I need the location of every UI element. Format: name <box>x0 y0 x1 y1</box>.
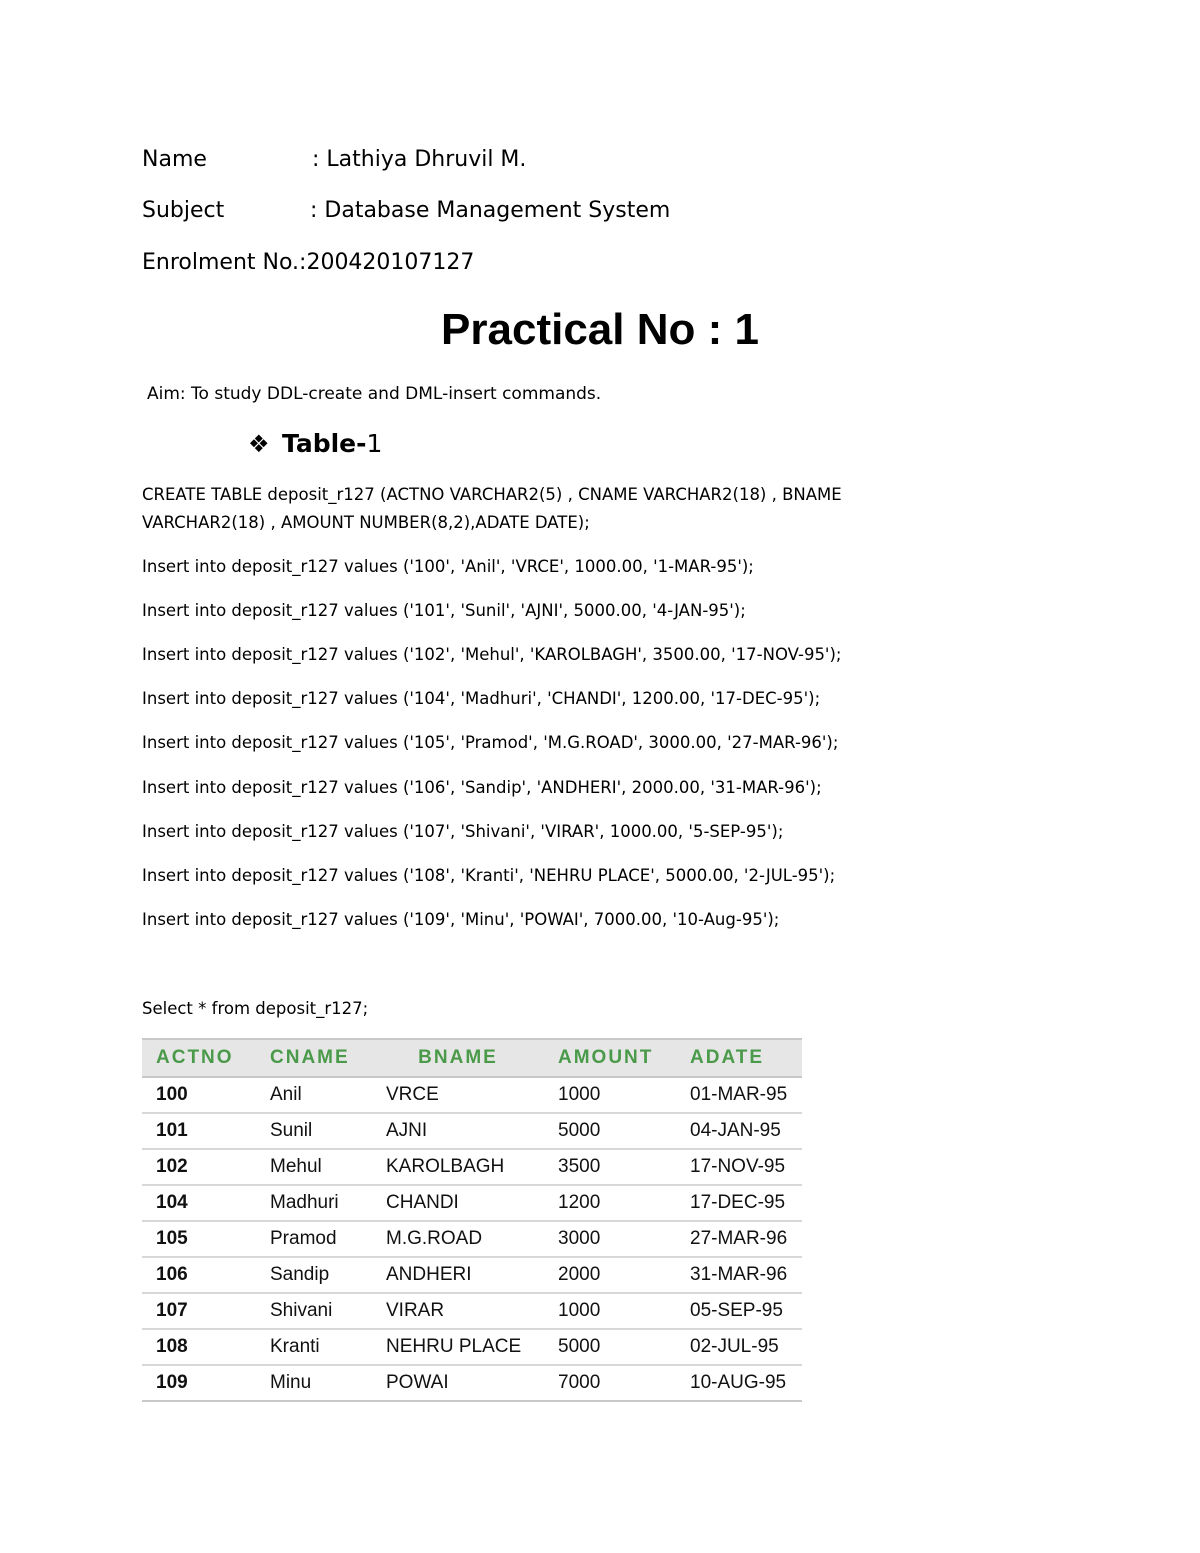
cell-adate: 17-NOV-95 <box>676 1149 802 1185</box>
name-value: : Lathiya Dhruvil M. <box>312 147 527 172</box>
column-header-bname: BNAME <box>372 1039 544 1077</box>
cell-adate: 02-JUL-95 <box>676 1329 802 1365</box>
insert-statement: Insert into deposit_r127 values ('109', 'Minu', 'POWAI', 7000.00, '10-Aug-95'); <box>142 910 780 929</box>
cell-amount: 1000 <box>544 1293 676 1329</box>
table-row <box>142 1185 802 1221</box>
cell-actno: 104 <box>142 1185 256 1221</box>
cell-actno: 107 <box>142 1293 256 1329</box>
section-heading-bold: Table- <box>282 429 367 458</box>
cell-cname: Shivani <box>256 1293 372 1329</box>
cell-adate: 05-SEP-95 <box>676 1293 802 1329</box>
cell-actno: 101 <box>142 1113 256 1149</box>
cell-amount: 2000 <box>544 1257 676 1293</box>
cell-amount: 1200 <box>544 1185 676 1221</box>
result-table-header-row <box>142 1039 802 1077</box>
diamond-bullet-icon: ❖ <box>248 430 270 458</box>
aim-text: Aim: To study DDL-create and DML-insert commands. <box>147 384 602 404</box>
cell-actno: 102 <box>142 1149 256 1185</box>
enrolment-label: Enrolment No. <box>142 250 300 275</box>
insert-statement: Insert into deposit_r127 values ('101', 'Sunil', 'AJNI', 5000.00, '4-JAN-95'); <box>142 601 746 620</box>
cell-adate: 01-MAR-95 <box>676 1077 802 1113</box>
cell-bname: VIRAR <box>372 1293 544 1329</box>
subject-row <box>142 197 671 225</box>
cell-cname: Madhuri <box>256 1185 372 1221</box>
subject-value: : Database Management System <box>310 198 671 223</box>
table-row <box>142 1293 802 1329</box>
result-table <box>142 1038 802 1402</box>
create-statement-line-2: VARCHAR2(18) , AMOUNT NUMBER(8,2),ADATE DATE); <box>142 513 590 532</box>
subject-label: Subject <box>142 198 225 223</box>
table-row <box>142 1329 802 1365</box>
cell-cname: Kranti <box>256 1329 372 1365</box>
insert-statement: Insert into deposit_r127 values ('106', 'Sandip', 'ANDHERI', 2000.00, '31-MAR-96'); <box>142 778 822 797</box>
cell-actno: 105 <box>142 1221 256 1257</box>
cell-bname: POWAI <box>372 1365 544 1401</box>
table-row <box>142 1077 802 1113</box>
cell-actno: 109 <box>142 1365 256 1401</box>
cell-cname: Sandip <box>256 1257 372 1293</box>
practical-title: Practical No : 1 <box>441 305 759 354</box>
cell-cname: Minu <box>256 1365 372 1401</box>
name-row <box>142 146 527 174</box>
cell-amount: 5000 <box>544 1113 676 1149</box>
column-header-cname: CNAME <box>256 1039 372 1077</box>
table-row <box>142 1221 802 1257</box>
cell-cname: Sunil <box>256 1113 372 1149</box>
select-statement: Select * from deposit_r127; <box>142 999 369 1018</box>
insert-statement: Insert into deposit_r127 values ('100', 'Anil', 'VRCE', 1000.00, '1-MAR-95'); <box>142 557 754 576</box>
cell-adate: 10-AUG-95 <box>676 1365 802 1401</box>
cell-actno: 100 <box>142 1077 256 1113</box>
enrolment-value: :200420107127 <box>299 250 475 275</box>
section-heading <box>248 428 382 460</box>
cell-amount: 7000 <box>544 1365 676 1401</box>
cell-actno: 108 <box>142 1329 256 1365</box>
cell-adate: 31-MAR-96 <box>676 1257 802 1293</box>
enrolment-row <box>142 249 474 277</box>
table-row <box>142 1365 802 1401</box>
column-header-amount: AMOUNT <box>544 1039 676 1077</box>
cell-adate: 04-JAN-95 <box>676 1113 802 1149</box>
cell-amount: 3000 <box>544 1221 676 1257</box>
cell-bname: M.G.ROAD <box>372 1221 544 1257</box>
table-row <box>142 1257 802 1293</box>
cell-bname: VRCE <box>372 1077 544 1113</box>
name-label: Name <box>142 147 207 172</box>
create-statement-line-1: CREATE TABLE deposit_r127 (ACTNO VARCHAR2(5) , CNAME VARCHAR2(18) , BNAME <box>142 485 842 504</box>
cell-cname: Pramod <box>256 1221 372 1257</box>
cell-amount: 3500 <box>544 1149 676 1185</box>
cell-actno: 106 <box>142 1257 256 1293</box>
cell-bname: CHANDI <box>372 1185 544 1221</box>
column-header-adate: ADATE <box>676 1039 802 1077</box>
table-row <box>142 1113 802 1149</box>
cell-cname: Anil <box>256 1077 372 1113</box>
cell-bname: AJNI <box>372 1113 544 1149</box>
table-row <box>142 1149 802 1185</box>
column-header-actno: ACTNO <box>142 1039 256 1077</box>
section-heading-number: 1 <box>366 429 383 458</box>
cell-bname: ANDHERI <box>372 1257 544 1293</box>
insert-statement: Insert into deposit_r127 values ('104', 'Madhuri', 'CHANDI', 1200.00, '17-DEC-95'); <box>142 689 821 708</box>
insert-statement: Insert into deposit_r127 values ('107', 'Shivani', 'VIRAR', 1000.00, '5-SEP-95'); <box>142 822 784 841</box>
cell-amount: 5000 <box>544 1329 676 1365</box>
cell-adate: 27-MAR-96 <box>676 1221 802 1257</box>
cell-bname: KAROLBAGH <box>372 1149 544 1185</box>
cell-adate: 17-DEC-95 <box>676 1185 802 1221</box>
insert-statement: Insert into deposit_r127 values ('108', 'Kranti', 'NEHRU PLACE', 5000.00, '2-JUL-95'); <box>142 866 836 885</box>
insert-statement: Insert into deposit_r127 values ('102', 'Mehul', 'KAROLBAGH', 3500.00, '17-NOV-95'); <box>142 645 842 664</box>
insert-statement: Insert into deposit_r127 values ('105', 'Pramod', 'M.G.ROAD', 3000.00, '27-MAR-96'); <box>142 733 839 752</box>
cell-bname: NEHRU PLACE <box>372 1329 544 1365</box>
cell-amount: 1000 <box>544 1077 676 1113</box>
cell-cname: Mehul <box>256 1149 372 1185</box>
